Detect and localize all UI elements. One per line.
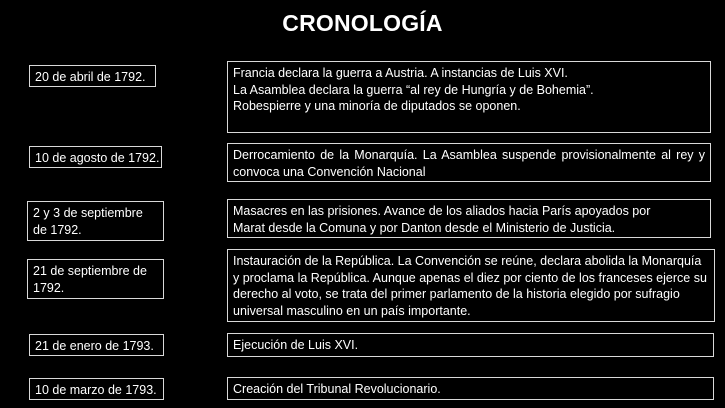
- event-description-text: Derrocamiento de la Monarquía. La Asamblea suspende provisionalmente al rey y convoca una Convención Nacional: [233, 148, 705, 179]
- event-description-3: [227, 199, 711, 238]
- event-date-line: 20 de abril de 1792.: [35, 70, 146, 84]
- event-description-2: [227, 143, 711, 182]
- page-title: CRONOLOGÍA: [282, 10, 443, 36]
- event-description-line: La Asamblea declara la guerra “al rey de Hungría y de Bohemia”.: [233, 82, 594, 97]
- event-date-line: 21 de septiembre de: [33, 264, 147, 278]
- event-description-4: [227, 249, 715, 322]
- event-date-5: [29, 334, 164, 356]
- event-date-line: 21 de enero de 1793.: [35, 339, 154, 353]
- event-date-line: 2 y 3 de septiembre: [33, 206, 143, 220]
- event-date-line: 10 de agosto de 1792.: [35, 151, 160, 165]
- event-description-6: [227, 377, 714, 400]
- event-description-line: Francia declara la guerra a Austria. A instancias de Luis XVI.: [233, 66, 568, 80]
- event-description-5: [227, 333, 714, 357]
- event-date-line: 1792.: [33, 280, 65, 295]
- event-date-line: de 1792.: [33, 222, 82, 237]
- event-date-line: 10 de marzo de 1793.: [35, 383, 157, 397]
- event-description-line: Ejecución de Luis XVI.: [233, 338, 359, 352]
- event-date-2: [29, 146, 162, 168]
- event-description-line: Creación del Tribunal Revolucionario.: [233, 382, 441, 396]
- event-date-3: [27, 201, 164, 241]
- event-date-1: [29, 65, 156, 87]
- event-description-line: Masacres en las prisiones. Avance de los aliados hacia París apoyados por: [233, 204, 651, 218]
- event-date-4: [27, 259, 164, 299]
- event-date-6: [29, 378, 164, 400]
- event-description-1: [227, 61, 711, 133]
- event-description-line: Marat desde la Comuna y por Danton desde el Ministerio de Justicia.: [233, 220, 616, 235]
- event-description-text: Instauración de la República. La Convención se reúne, declara abolida la Monarquía y proclama la República. Aunque apenas el diez por ciento de los franceses ejerce su derecho al voto, se trata del primer parlamento de la historia elegido por sufragio universal masculino en un país importante.: [233, 254, 707, 318]
- event-description-line: Robespierre y una minoría de diputados se oponen.: [233, 99, 521, 113]
